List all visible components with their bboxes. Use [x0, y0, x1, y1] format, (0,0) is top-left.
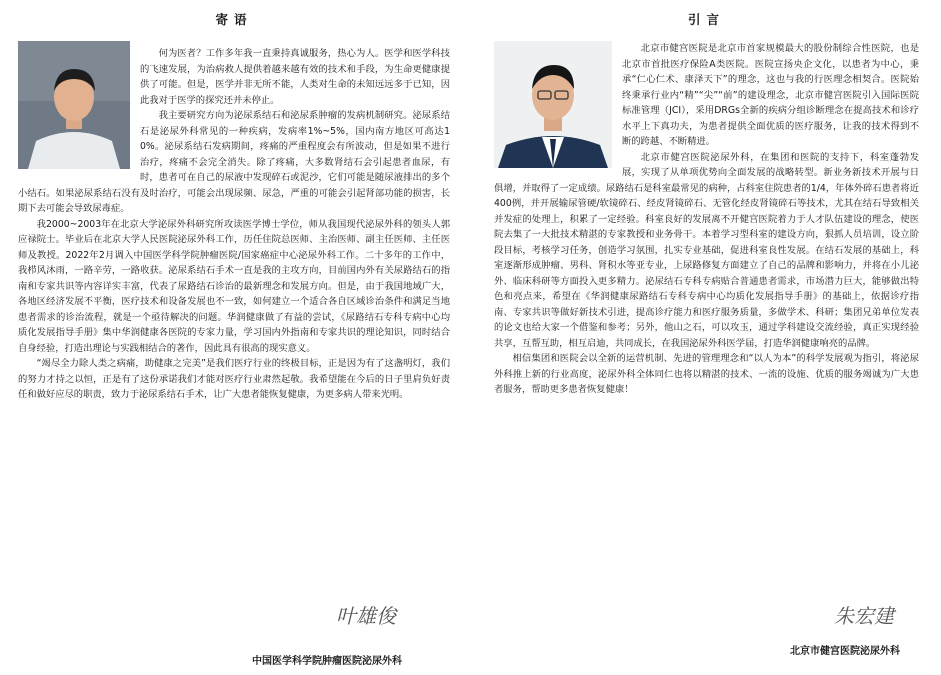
organization-right: 北京市健宫医院泌尿外科	[790, 646, 900, 657]
left-paragraph-3: 我2000~2003年在北京大学泌尿外科研究所攻读医学博士学位，师从我国现代泌尿外科的领头人郭应禄院士。毕业后在北京大学人民医院泌尿外科工作，历任住院总医师、主治医师、副主任医师、主任医师及教授。2022年2月调入中国医学科学院肿瘤医院/国家癌症中心泌尿外科工作。二十多年的工作中，我栉风沐雨，一路辛劳，一路收获。泌尿系结石手术一直是我的主攻方向，目前国内外有关尿路结石的指南和专家共识等内容详实丰富，代表了尿路结石诊治的最新理念和发展方向。但是，由于我国地域广大，各地区经济发展不平衡，医疗技术和设备发展也不一致，如何建立一个适合各自区域诊治条件和满足当地患者需求的诊治流程，就是一个亟待解决的问题。华润健康做了有益的尝试，《尿路结石专科专病中心均质化发展指导手册》集中华润健康各医院的专家力量，学习国内外指南和专家共识的理论知识，同时结合自身经验，打造出理论与实践相结合的著作，因此具有很高的现实意义。	[18, 218, 450, 354]
left-paragraph-2: 我主要研究方向为泌尿系结石和泌尿系肿瘤的发病机制研究。泌尿系结石是泌尿外科常见的一种疾病，发病率1%~5%，国内南方地区可高达10%。泌尿系结石发病期间，疼痛的严重程度会有所波动，但是如果不进行治疗，疼痛不会完全消失。除了疼痛，大多数肾结石会引起患者血尿，有时，患者可在自己的尿液中发现碎石或泥沙，它们可能是随尿液排出的多个小结石。如果泌尿系结石没有及时治疗，可能会出现尿频、尿急，严重的可能会引起肾部功能的损害，长期下去可能会导致尿毒症。	[18, 110, 450, 214]
right-page	[472, 0, 941, 675]
author-photo-left	[18, 41, 130, 169]
portrait-image	[18, 41, 130, 169]
signature-right: 朱宏建	[834, 604, 894, 628]
right-paragraph-1: 北京市健宫医院是北京市首家规模最大的股份制综合性医院，也是北京市首批医疗保险A类医院。医院宣扬央企文化，以患者为中心，秉承“仁心仁术、康泽天下”的理念，这也与我的行医理念相契合。医院始终秉承行业内“精”“尖”“前”的建设理念，北京市健宫医院引入国际医院标准管理（JCI），采用DRGs全新的疾病分组诊断理念在提高技术和诊疗水平上下真功夫，为患者提供全面优质的医疗服务，让我的技术得到不断的跨越、不断精进。	[622, 43, 919, 147]
right-page-title: 引言	[687, 12, 725, 27]
left-paragraph-1: 何为医者？工作多年我一直秉持真诚服务，热心为人。医学和医学科技的飞速发展，为治病救人提供着越来越有效的技术和手段，为生命更健康提供了可能。但是，医学并非无所不能，人类对生命的未知远远多于已知，因此我对于医学的探究还并未停止。	[140, 48, 450, 106]
left-paragraph-4: “竭尽全力除人类之病痛，助健康之完美”是我们医疗行业的终极目标，正是因为有了这盏明灯，我们的努力才持之以恒，正是有了这份承诺我们才能对医疗行业肃然起敬。我希望能在今后的日子里肩负好责任和做好应尽的职责，致力于泌尿系结石手术，让广大患者能恢复健康，为更多病人带来光明。	[18, 358, 450, 400]
right-paragraph-3: 相信集团和医院会以全新的运营机制、先进的管理理念和“以人为本”的科学发展观为指引，将泌尿外科推上新的行业高度，泌尿外科全体同仁也将以精湛的技术、一流的设施、优质的服务竭诚为广大患者服务，帮助更多患者恢复健康！	[494, 353, 919, 395]
author-photo-right	[494, 41, 612, 168]
left-page-title: 寄语	[215, 12, 253, 27]
signature-left: 叶雄俊	[336, 604, 396, 628]
left-page	[0, 0, 470, 675]
portrait-image	[494, 41, 612, 168]
right-paragraph-2: 北京市健宫医院泌尿外科，在集团和医院的支持下，科室蓬勃发展，实现了从单项优势向全面发展的战略转型。新业务新技术开展与日俱增，并取得了一定成绩。尿路结石是科室最常见的病种，占科室住院患者的1/4，年体外碎石患者将近400例，并开展输尿管硬/软镜碎石、经皮肾镜碎石、无管化经皮肾镜碎石等技术，尤其在结石导致相关并发症的处理上，积累了一定经验。科室良好的发展离不开健宫医院着力于人才队伍建设的理念，使医院去集了一大批技术精湛的专家教授和业务骨干。本着学习型科室的建设方向，狠抓人员培训，设立阶段目标，考核学习任务，创造学习氛围，扎实专业基础，促进科室良性发展。在结石发展的基础上，科室逐渐形成肿瘤、男科、肾积水等亚专业，上尿路修复方面建立了自己的品牌和影响力，并将在小儿泌外、临床科研等方面投入更多精力。泌尿结石专科专病贴合普通患者需求，市场潜力巨大，能够做出特色和亮点来，希望在《华润健康尿路结石专科专病中心均质化发展指导手册》的基础上，依据诊疗指南、专家共识等做好新技术引进，提高诊疗能力和医疗服务质量，多做学术、科研；集团兄弟单位发表的论文也给大家一个借鉴和参考；另外，他山之石，可以攻玉，通过学科建设交流经验，真正实现经验共享，互帮互助，相互启迪，共同成长，在我国泌尿外科医学届，打造华润健康响亮的品牌。	[494, 151, 919, 349]
organization-left: 中国医学科学院肿瘤医院泌尿外科	[252, 656, 402, 667]
